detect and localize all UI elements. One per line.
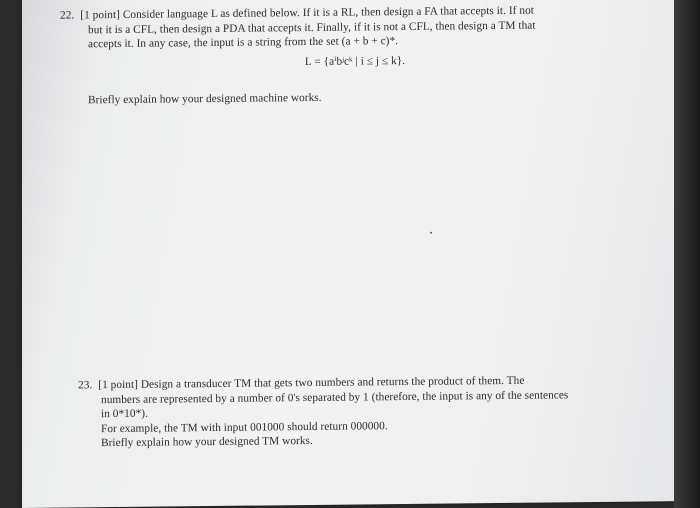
question-22-number: 22. (60, 9, 75, 22)
exam-page (22, 0, 678, 508)
background-edge (674, 0, 700, 508)
paper-speck (430, 232, 432, 234)
question-23-line-2: numbers are represented by a number of 0's separated by 1 (therefore, the input is any of the sentences (101, 388, 569, 406)
question-22-line-2: but it is a CFL, then design a PDA that accepts it. Finally, if it is not a CFL, then design a TM that (88, 19, 536, 36)
question-23-explain-prompt: Briefly explain how your designed TM works. (101, 435, 313, 450)
question-23-number: 23. (78, 379, 93, 392)
question-22 (60, 2, 650, 108)
question-23-example: For example, the TM with input 001000 should return 000000. (101, 419, 388, 435)
question-22-explain-prompt: Briefly explain how your designed machine works. (88, 92, 322, 107)
language-definition-formula: L = {aⁱbʲcᵏ | i ≤ j ≤ k}. (304, 54, 406, 68)
question-22-line-3: accepts it. In any case, the input is a string from the set (a + b + c)*. (88, 35, 399, 51)
question-23-line-3: in 0*10*). (101, 407, 148, 421)
question-23-text-1: [1 point] Design a transducer TM that gets two numbers and returns the product of them. The (98, 374, 525, 392)
question-23 (78, 372, 648, 451)
question-22-text-1: [1 point] Consider language L as defined below. If it is a RL, then design a FA that accepts it. If not (80, 4, 534, 22)
